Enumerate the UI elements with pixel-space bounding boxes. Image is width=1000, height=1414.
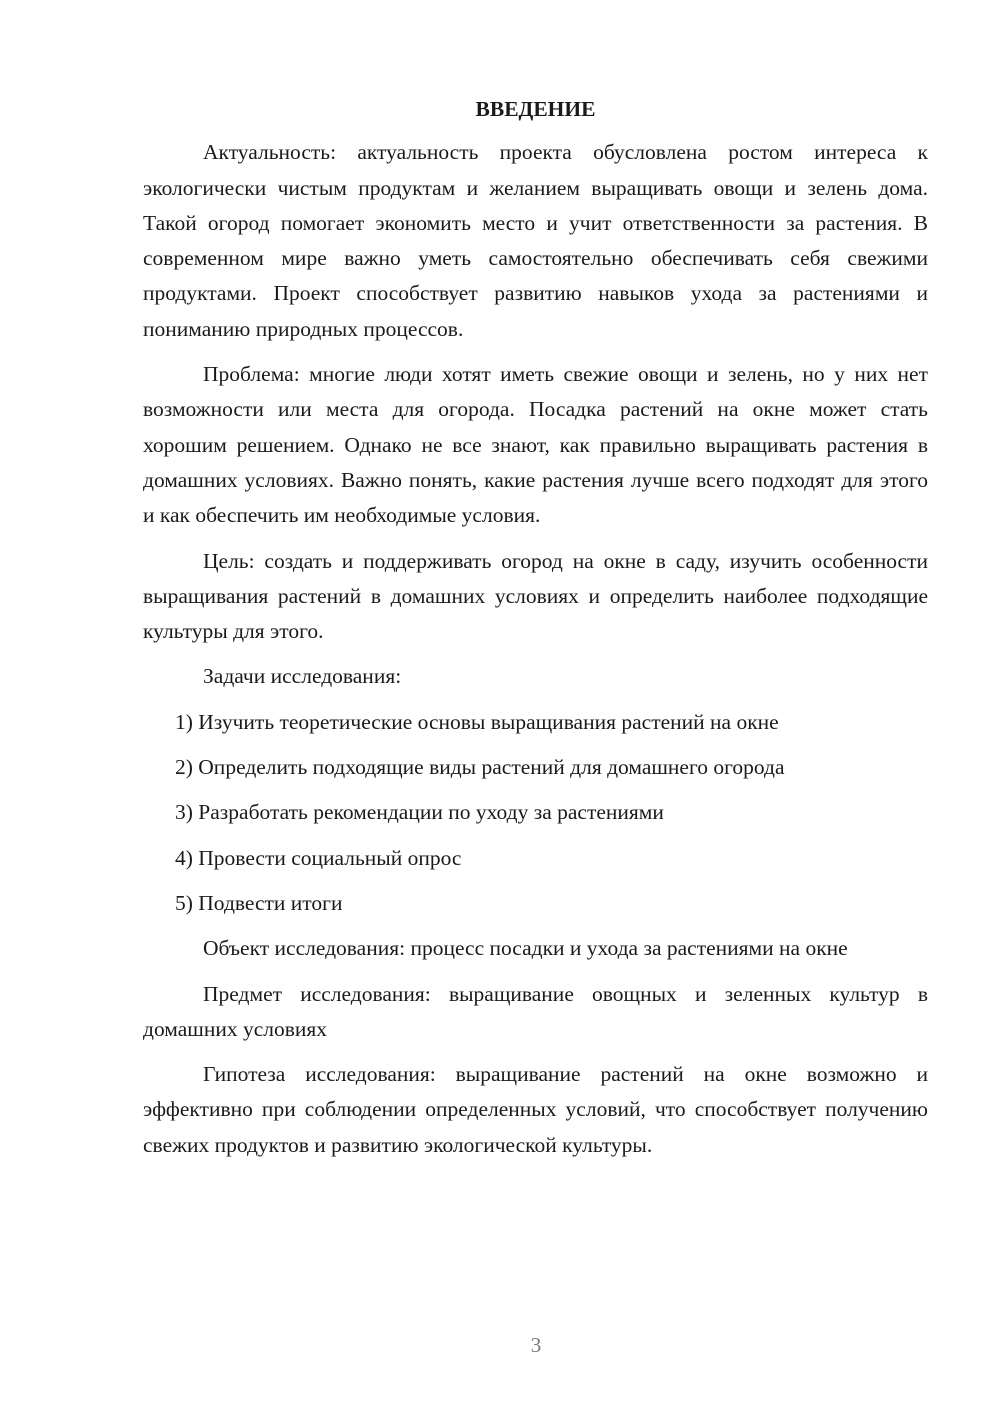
tasks-heading: Задачи исследования: bbox=[203, 664, 402, 689]
task-item: 3) Разработать рекомендации по уходу за растениями bbox=[175, 800, 664, 825]
problem-paragraph: Проблема: многие люди хотят иметь свежие овощи и зелень, но у них нет возможности или места для огорода. Посадка растений на окне может стать хорошим решением. Однако не все знают, как правильно выращивать растения в домашних условиях. Важно понять, какие растения лучше всего подходят для этого и как обеспечить им необходимые условия. bbox=[143, 362, 928, 528]
task-item: 4) Провести социальный опрос bbox=[175, 845, 462, 870]
page-number: 3 bbox=[530, 1333, 542, 1357]
task-list bbox=[143, 705, 928, 921]
hypothesis-paragraph: Гипотеза исследования: выращивание растений на окне возможно и эффективно при соблюдении определенных условий, что способствует получению свежих продуктов и развитию экологической культуры. bbox=[143, 1062, 928, 1157]
page-title: ВВЕДЕНИЕ bbox=[475, 97, 596, 121]
relevance-paragraph: Актуальность: актуальность проекта обусловлена ростом интереса к экологически чистым продуктам и желанием выращивать овощи и зелень дома. Такой огород помогает экономить место и учит ответственности за растения. В современном мире важно уметь самостоятельно обеспечивать себя свежими продуктами. Проект способствует развитию навыков ухода за растениями и пониманию природных процессов. bbox=[143, 140, 928, 341]
document-page bbox=[143, 92, 928, 1173]
goal-paragraph: Цель: создать и поддерживать огород на окне в саду, изучить особенности выращивания растений в домашних условиях и определить наиболее подходящие культуры для этого. bbox=[143, 548, 928, 644]
subject-paragraph: Предмет исследования: выращивание овощных и зеленных культур в домашних условиях bbox=[143, 981, 928, 1041]
task-item: 2) Определить подходящие виды растений для домашнего огорода bbox=[175, 755, 785, 780]
task-item: 5) Подвести итоги bbox=[175, 890, 343, 915]
task-item: 1) Изучить теоретические основы выращивания растений на окне bbox=[175, 709, 779, 734]
object-paragraph: Объект исследования: процесс посадки и ухода за растениями на окне bbox=[203, 936, 848, 961]
